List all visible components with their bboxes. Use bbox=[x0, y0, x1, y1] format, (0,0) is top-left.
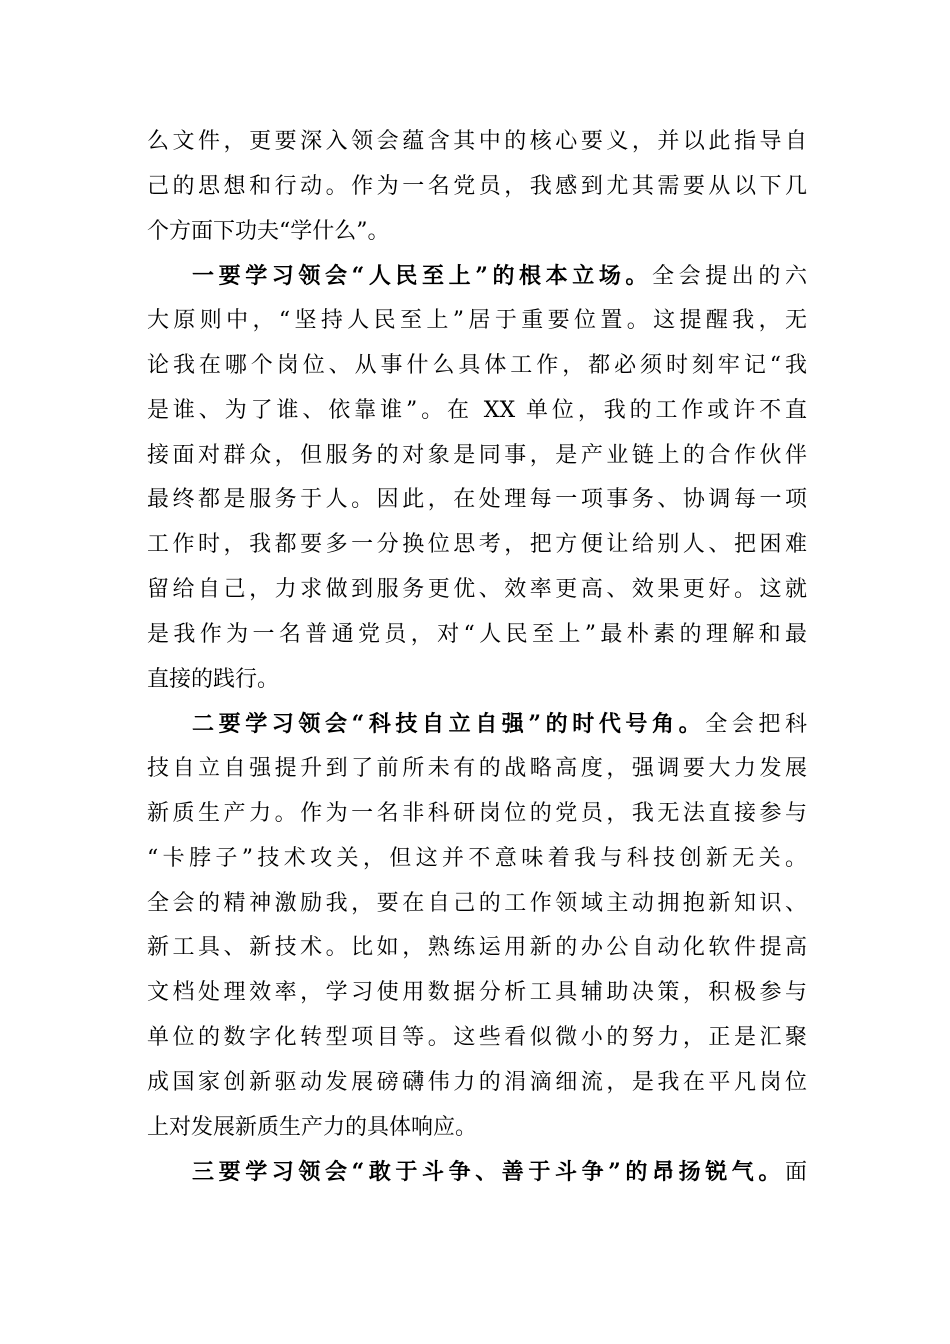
text-line bbox=[147, 1020, 807, 1065]
text-line bbox=[147, 124, 807, 169]
text-line bbox=[147, 751, 807, 796]
body-text: 全会提出的六 bbox=[652, 264, 807, 290]
text-line bbox=[147, 572, 807, 617]
body-text: 新质生产力。作为一名非科研岗位的党员，我无法直接参与 bbox=[147, 800, 807, 826]
body-text: 单位的数字化转型项目等。这些看似微小的努力，正是汇聚 bbox=[147, 1024, 807, 1050]
body-text: 己的思想和行动。作为一名党员，我感到尤其需要从以下几 bbox=[147, 173, 807, 199]
text-line bbox=[147, 303, 807, 348]
body-text: “卡脖子”技术攻关，但这并不意味着我与科技创新无关。 bbox=[147, 845, 807, 871]
text-line bbox=[147, 930, 807, 975]
paragraph bbox=[147, 124, 807, 258]
text-line bbox=[147, 796, 807, 841]
body-text: 成国家创新驱动发展磅礴伟力的涓滴细流，是我在平凡岗位 bbox=[147, 1069, 807, 1095]
body-text: 接面对群众，但服务的对象是同事，是产业链上的合作伙伴 bbox=[147, 442, 807, 468]
section-heading: 二要学习领会“科技自立自强”的时代号角。 bbox=[192, 711, 706, 738]
text-line bbox=[147, 706, 807, 751]
text-line bbox=[147, 1110, 807, 1155]
paragraph bbox=[147, 706, 807, 1154]
text-line bbox=[147, 258, 807, 303]
body-text: 是谁、为了谁、依靠谁”。在 XX 单位，我的工作或许不直 bbox=[147, 397, 807, 423]
text-line bbox=[147, 482, 807, 527]
body-text: 面 bbox=[784, 1160, 807, 1186]
text-line bbox=[147, 214, 807, 259]
body-text: 直接的践行。 bbox=[147, 666, 280, 692]
section-heading: 三要学习领会“敢于斗争、善于斗争”的昂扬锐气。 bbox=[192, 1159, 785, 1186]
body-text: 全会把科 bbox=[705, 712, 807, 738]
paragraph bbox=[147, 258, 807, 706]
text-line bbox=[147, 617, 807, 662]
text-line bbox=[147, 438, 807, 483]
text-line bbox=[147, 975, 807, 1020]
paragraph bbox=[147, 1154, 807, 1199]
body-text: 留给自己，力求做到服务更优、效率更高、效果更好。这就 bbox=[147, 576, 807, 602]
body-text: 最终都是服务于人。因此，在处理每一项事务、协调每一项 bbox=[147, 487, 807, 513]
body-text: 个方面下功夫“学什么”。 bbox=[147, 218, 390, 244]
text-line bbox=[147, 527, 807, 572]
text-line bbox=[147, 1065, 807, 1110]
text-line bbox=[147, 662, 807, 707]
body-text: 工作时，我都要多一分换位思考，把方便让给别人、把困难 bbox=[147, 532, 807, 558]
body-text: 文档处理效率，学习使用数据分析工具辅助决策，积极参与 bbox=[147, 980, 807, 1006]
text-line bbox=[147, 1154, 807, 1199]
body-text: 么文件，更要深入领会蕴含其中的核心要义，并以此指导自 bbox=[147, 129, 807, 154]
text-line bbox=[147, 841, 807, 886]
document-page-body bbox=[147, 124, 807, 1199]
body-text: 技自立自强提升到了前所未有的战略高度，强调要大力发展 bbox=[147, 756, 807, 782]
body-text: 全会的精神激励我，要在自己的工作领域主动拥抱新知识、 bbox=[147, 890, 807, 916]
text-line bbox=[147, 393, 807, 438]
text-line bbox=[147, 169, 807, 214]
section-heading: 一要学习领会“人民至上”的根本立场。 bbox=[192, 263, 653, 290]
body-text: 大原则中，“坚持人民至上”居于重要位置。这提醒我，无 bbox=[147, 308, 807, 334]
body-text: 论我在哪个岗位、从事什么具体工作，都必须时刻牢记“我 bbox=[147, 352, 807, 378]
text-line bbox=[147, 348, 807, 393]
body-text: 是我作为一名普通党员，对“人民至上”最朴素的理解和最 bbox=[147, 621, 807, 647]
body-text: 上对发展新质生产力的具体响应。 bbox=[147, 1114, 478, 1140]
body-text: 新工具、新技术。比如，熟练运用新的办公自动化软件提高 bbox=[147, 935, 807, 961]
text-line bbox=[147, 886, 807, 931]
